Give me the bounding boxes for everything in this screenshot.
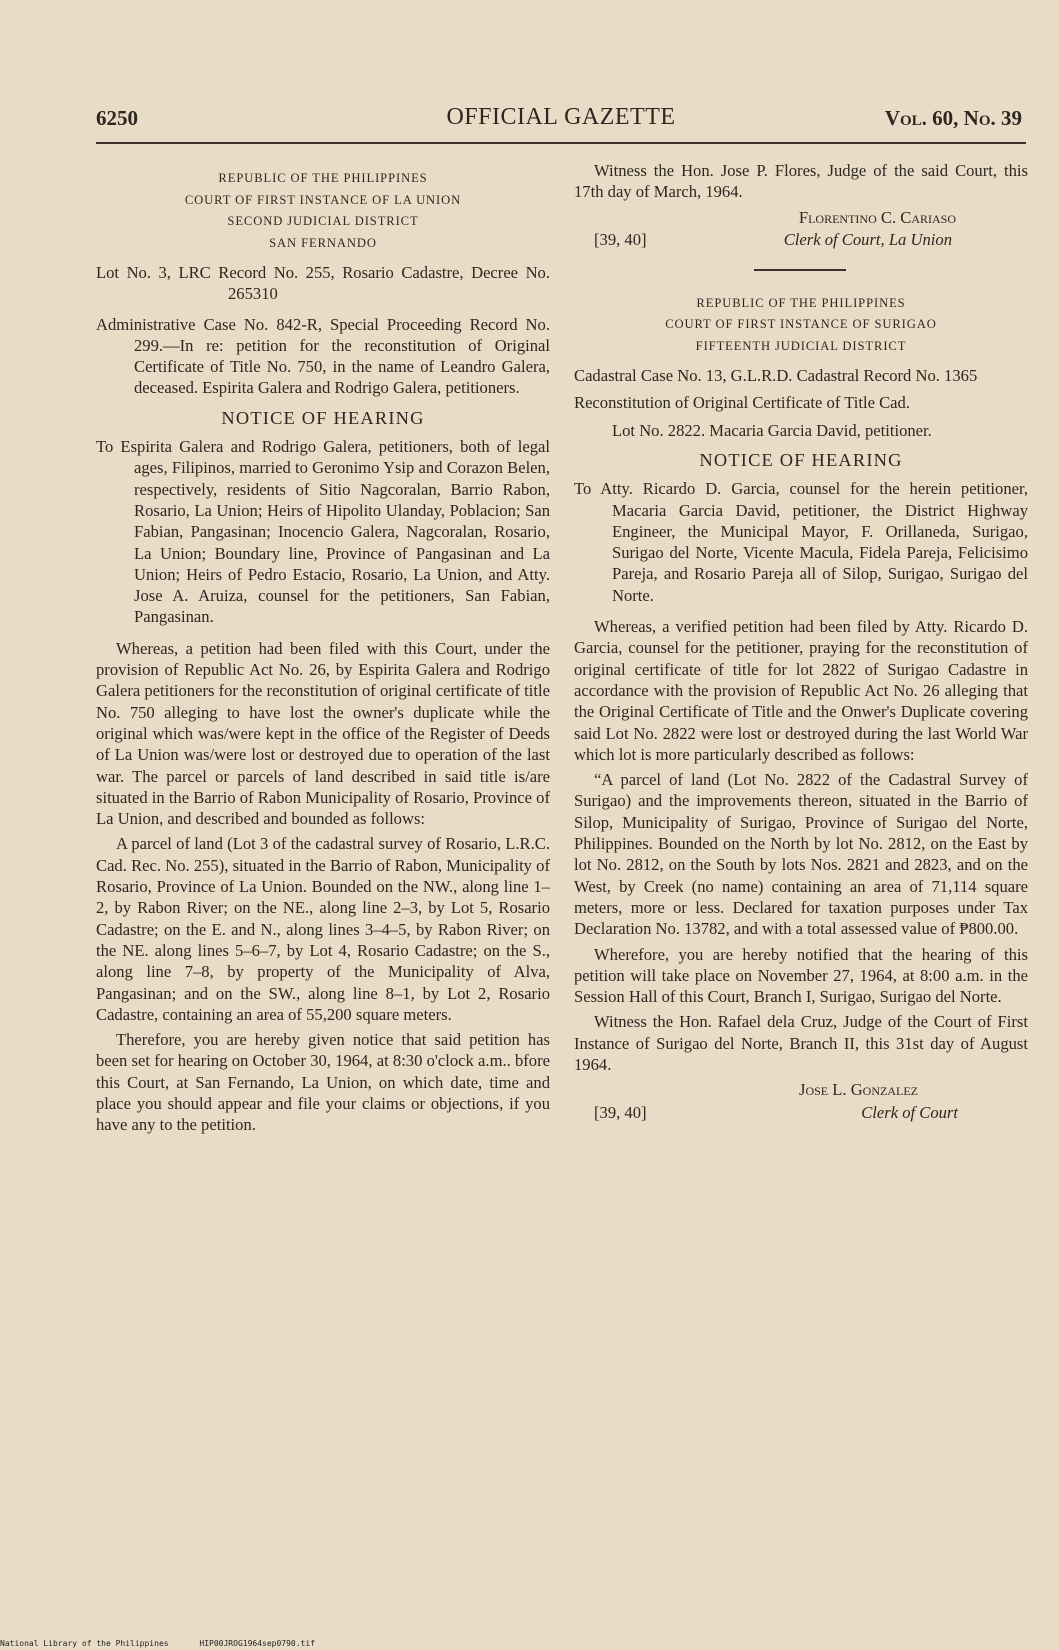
notice-title: NOTICE OF HEARING bbox=[699, 449, 903, 470]
left-column bbox=[96, 168, 550, 1140]
court-line: FIFTEENTH JUDICIAL DISTRICT bbox=[695, 338, 907, 353]
addressees: To Espirita Galera and Rodrigo Galera, petitioners, both of legal ages, Filipinos, married to Geronimo Ysip and Corazon Belen, respectively, residents of Sitio Nagcoralan, Barrio Rabon, Rosario, La Union; Heirs of Hipolito Ulanday, Poblacion; San Fabian, Pangasinan; Inocencio Galera, Nagcoralan, Rosario, La Union; Boundary line, Province of Pangasinan and La Union; Heirs of Pedro Estacio, Rosario, La Union, and Atty. Jose A. Aruiza, counsel for the petitioners, San Fabian, Pangasinan. bbox=[96, 437, 550, 627]
signature-block bbox=[574, 207, 1028, 251]
lot-heading: Lot No. 3, LRC Record No. 255, Rosario Cadastre, Decree No. 265310 bbox=[96, 263, 550, 304]
signatory-title: Clerk of Court bbox=[861, 1103, 958, 1122]
case-heading: Cadastral Case No. 13, G.L.R.D. Cadastral Record No. 1365 bbox=[574, 366, 978, 386]
witness-clause: Witness the Hon. Jose P. Flores, Judge of the said Court, this 17th day of March, 1964. bbox=[574, 161, 1028, 202]
signatory-name: Jose L. Gonzalez bbox=[798, 1080, 918, 1100]
court-line: SAN FERNANDO bbox=[269, 235, 377, 250]
scan-footer bbox=[0, 1639, 341, 1648]
paragraph: Therefore, you are hereby given notice that said petition has been set for hearing on October 30, 1964, at 8:30 o'clock a.m.. bfore this Court, at San Fernando, La Union, on which date, time and place you should appear and file your claims or objections, if you have any to the petition. bbox=[96, 1030, 550, 1135]
page-number: 6250 bbox=[96, 106, 138, 130]
court-heading bbox=[574, 293, 1028, 358]
paragraph: “A parcel of land (Lot No. 2822 of the Cadastral Survey of Surigao) and the improvements thereon, situated in the Barrio of Silop, Municipality of Surigao, Province of Surigao del Norte, Philippines. Bounded on the North by lot No. 2812, on the East by lot No. 2812, on the South by lots Nos. 2821 and 2823, and on the West, by Creek (no name) containing an area of 71,114 square meters, more or less. Declared for taxation purposes under Tax Declaration No. 13782, and with a total assessed value of ₱800.00. bbox=[574, 770, 1028, 939]
publication-title: OFFICIAL GAZETTE bbox=[446, 104, 676, 130]
right-column bbox=[574, 161, 1028, 1123]
court-heading bbox=[96, 168, 550, 254]
issue-reference: [39, 40] bbox=[594, 230, 647, 250]
scan-filename: HIP00JROG1964sep0790.tif bbox=[199, 1639, 315, 1648]
signatory-title: Clerk of Court, La Union bbox=[783, 230, 952, 250]
addressees: To Atty. Ricardo D. Garcia, counsel for the herein petitioner, Macaria Garcia David, petitioner, the District Highway Engineer, the Municipal Mayor, F. Orillaneda, Surigao, Surigao del Norte, Vicente Macula, Fidela Pareja, Felicisimo Pareja, and Rosario Pareja all of Silop, Surigao, Surigao del Norte. bbox=[574, 479, 1028, 605]
court-line: REPUBLIC OF THE PHILIPPINES bbox=[218, 171, 428, 185]
witness-clause: Witness the Hon. Rafael dela Cruz, Judge of the Court of First Instance of Surigao del Norte, Branch II, this 31st day of August 1964. bbox=[574, 1012, 1028, 1074]
signature-block bbox=[574, 1079, 1028, 1123]
notice-title: NOTICE OF HEARING bbox=[221, 407, 425, 428]
court-line: REPUBLIC OF THE PHILIPPINES bbox=[696, 295, 906, 310]
reconstitution-line: Reconstitution of Original Certificate of Title Cad. bbox=[574, 393, 910, 413]
library-credit: National Library of the Philippines bbox=[0, 1639, 169, 1648]
lot-line: Lot No. 2822. Macaria Garcia David, petitioner. bbox=[612, 420, 932, 440]
page-header bbox=[96, 104, 1026, 138]
court-line: SECOND JUDICIAL DISTRICT bbox=[227, 214, 419, 228]
signatory-name: Florentino C. Cariaso bbox=[798, 207, 956, 227]
section-divider bbox=[754, 269, 846, 271]
court-line: COURT OF FIRST INSTANCE OF LA UNION bbox=[184, 192, 462, 207]
header-rule bbox=[96, 142, 1026, 144]
court-line: COURT OF FIRST INSTANCE OF SURIGAO bbox=[665, 317, 937, 332]
paragraph: Whereas, a petition had been filed with this Court, under the provision of Republic Act No. 26, by Espirita Galera and Rodrigo Galera petitioners for the reconstitution of original certificate of title No. 750 alleging to have lost the owner's duplicate while the original which was/were kept in the office of the Register of Deeds of La Union was/were lost or destroyed due to operation of the last war. The parcel or parcels of land described in said title is/are situated in the Barrio of Rabon Municipality of Rosario, Province of La Union, and described and bounded as follows: bbox=[96, 638, 550, 829]
case-caption: Administrative Case No. 842-R, Special Proceeding Record No. 299.—In re: petition for the reconstitution of Original Certificate of Title No. 750, in the name of Leandro Galera, deceased. Espirita Galera and Rodrigo Galera, petitioners. bbox=[96, 314, 550, 398]
paragraph: A parcel of land (Lot 3 of the cadastral survey of Rosario, L.R.C. Cad. Rec. No. 255), situated in the Barrio of Rabon, Municipality of Rosario, Province of La Union. Bounded on the NW., along line 1–2, by Rabon River; on the NE., along line 2–3, by Lot 5, Rosario Cadastre; on the E. and N., along lines 3–4–5, by Rabon River; on the NE. along lines 5–6–7, by Lot 4, Rosario Cadastre; on the S., along line 7–8, by property of the Municipality of Alva, Pangasinan; and on the SW., along line 8–1, by Lot 2, Rosario Cadastre, containing an area of 55,200 square meters. bbox=[96, 834, 550, 1024]
paragraph: Whereas, a verified petition had been filed by Atty. Ricardo D. Garcia, counsel for the petitioner, praying for the reconstitution of original certificate of title for lot 2822 of Surigao Cadastre in accordance with the provision of Republic Act No. 26 alleging that the Original Certificate of Title and the Onwer's Duplicate covering said Lot No. 2822 were lost or destroyed during the last World War which lot is more particularly described as follows: bbox=[574, 617, 1028, 764]
paragraph: Wherefore, you are hereby notified that the hearing of this petition will take place on November 27, 1964, at 8:00 a.m. in the Session Hall of this Court, Branch I, Surigao, Surigao del Norte. bbox=[574, 944, 1028, 1007]
issue-reference: [39, 40] bbox=[594, 1103, 647, 1122]
volume-issue: Vol. 60, No. 39 bbox=[884, 106, 1022, 130]
